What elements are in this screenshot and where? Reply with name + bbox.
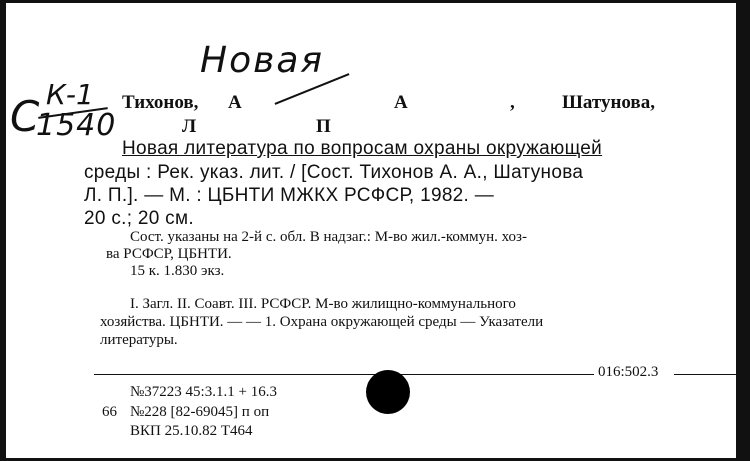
author1-name: Тихонов,: [122, 92, 199, 113]
classification-rule-right: [674, 374, 738, 375]
tracing-line-1: I. Загл. II. Соавт. III. РСФСР. М-во жилищно-коммунального: [130, 296, 516, 312]
punch-hole: [366, 370, 410, 414]
catalog-card: [10, 0, 738, 461]
heading-comma: ,: [510, 92, 515, 113]
body-line-2: среды : Рек. указ. лит. / [Сост. Тихонов А. А., Шатунова: [84, 162, 584, 183]
handwritten-shelf-letter: С: [10, 92, 40, 141]
handwritten-shelf-bottom: 1540: [36, 108, 117, 143]
scan-edge-right: [736, 0, 750, 461]
footer-line-2-prefix: 66: [102, 404, 117, 420]
classification-code: 016:502.3: [598, 364, 659, 380]
author1-initial1: А: [228, 92, 242, 113]
classification-rule-left: [94, 374, 594, 375]
handwritten-shelf-top: К-1: [46, 78, 94, 111]
author2-initial1: Л: [182, 116, 197, 137]
author2-name: Шатунова,: [562, 92, 655, 113]
handwritten-title-note: Новая: [200, 40, 325, 81]
author2-initial2: П: [316, 116, 331, 137]
tracing-line-2: хозяйства. ЦБНТИ. — — 1. Охрана окружающей среды — Указатели: [100, 314, 544, 330]
body-line-3: Л. П.]. — М. : ЦБНТИ МЖКХ РСФСР, 1982. —: [84, 185, 495, 206]
title-line: Новая литература по вопросам охраны окружающей: [122, 138, 603, 159]
note-line-1: Сост. указаны на 2-й с. обл. В надзаг.: М-во жил.-коммун. хоз-: [130, 229, 527, 245]
body-line-4: 20 с.; 20 см.: [84, 208, 194, 229]
tracing-line-3: литературы.: [100, 332, 178, 348]
footer-line-3: ВКП 25.10.82 Т464: [130, 423, 253, 439]
note-line-2: ва РСФСР, ЦБНТИ.: [106, 246, 232, 262]
author1-initial2: А: [394, 92, 408, 113]
scan-edge-left: [0, 0, 6, 461]
footer-line-1: №37223 45:3.1.1 + 16.3: [130, 384, 277, 400]
footer-line-2: №228 [82-69045] п оп: [130, 404, 270, 420]
note-line-3: 15 к. 1.830 экз.: [130, 263, 225, 279]
